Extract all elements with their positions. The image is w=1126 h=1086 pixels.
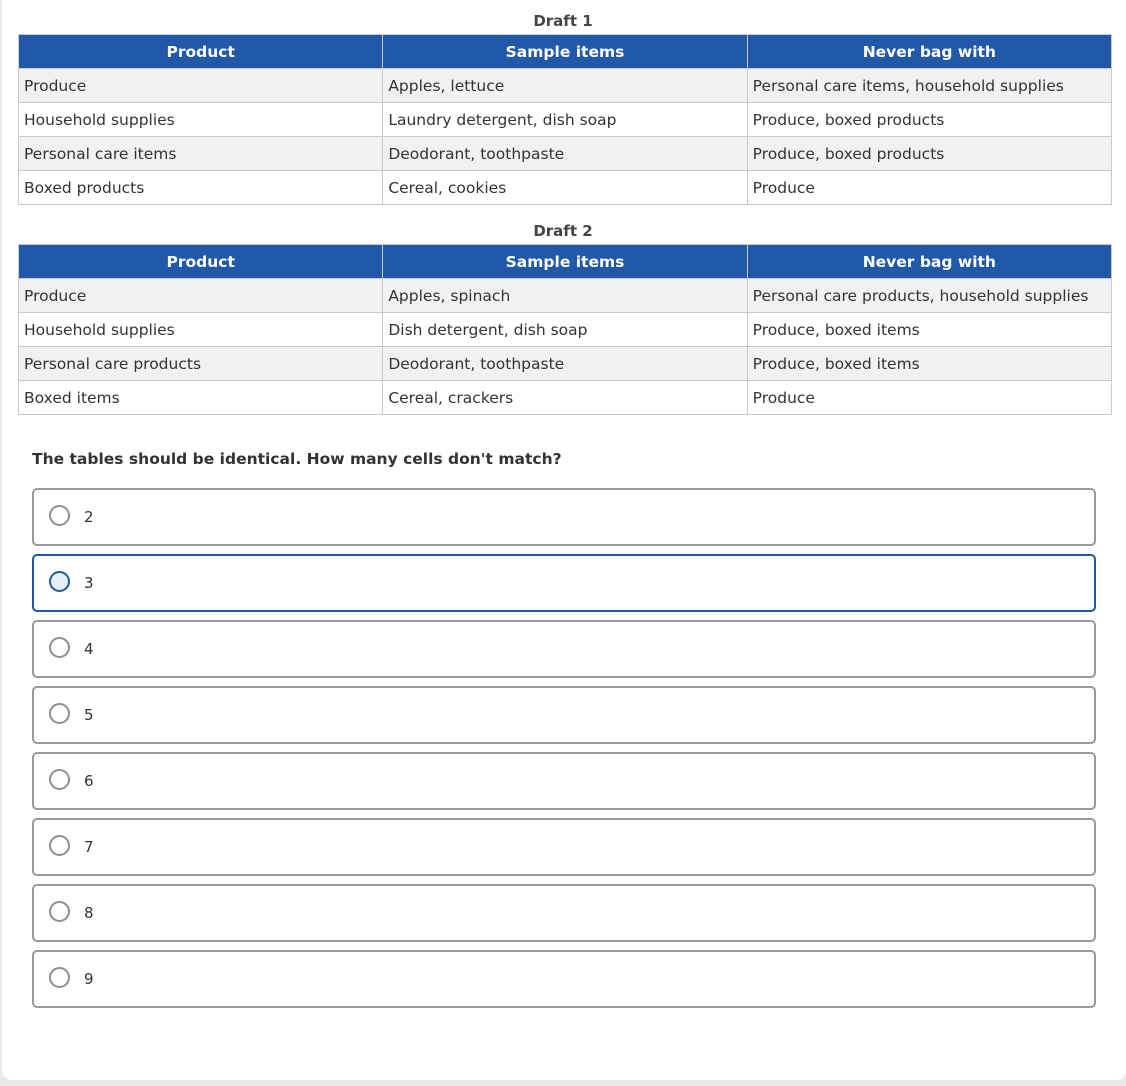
answer-label: 6 (84, 772, 94, 790)
answer-label: 3 (84, 574, 94, 592)
answer-option-6[interactable] (32, 752, 1096, 810)
table-header-row (19, 35, 1112, 69)
answer-label: 9 (84, 970, 94, 988)
table-cell: Produce (19, 279, 383, 313)
answer-label: 8 (84, 904, 94, 922)
table-cell: Apples, lettuce (383, 69, 747, 103)
table-cell: Boxed products (19, 171, 383, 205)
table-header-row (19, 245, 1112, 279)
table-row (19, 137, 1112, 171)
answer-option-2[interactable] (32, 488, 1096, 546)
draft2-title: Draft 2 (533, 222, 593, 240)
column-header: Product (19, 35, 383, 69)
table-cell: Produce (747, 171, 1111, 205)
table-cell: Cereal, crackers (383, 381, 747, 415)
table-cell: Deodorant, toothpaste (383, 347, 747, 381)
column-header: Never bag with (747, 35, 1111, 69)
radio-button[interactable] (49, 505, 70, 526)
radio-button[interactable] (49, 571, 70, 592)
table-cell: Personal care items (19, 137, 383, 171)
radio-button[interactable] (49, 637, 70, 658)
table-cell: Household supplies (19, 103, 383, 137)
column-header: Sample items (383, 35, 747, 69)
answer-label: 7 (84, 838, 94, 856)
answer-option-5[interactable] (32, 686, 1096, 744)
table-row (19, 381, 1112, 415)
table-cell: Dish detergent, dish soap (383, 313, 747, 347)
table-cell: Boxed items (19, 381, 383, 415)
table-cell: Produce, boxed items (747, 313, 1111, 347)
draft1-title: Draft 1 (533, 12, 593, 30)
radio-button[interactable] (49, 835, 70, 856)
table-cell: Personal care items, household supplies (747, 69, 1111, 103)
table-row (19, 313, 1112, 347)
answer-option-7[interactable] (32, 818, 1096, 876)
draft1-table (18, 34, 1112, 205)
table-row (19, 347, 1112, 381)
answer-label: 2 (84, 508, 94, 526)
table-cell: Produce (19, 69, 383, 103)
answer-label: 5 (84, 706, 94, 724)
answer-option-4[interactable] (32, 620, 1096, 678)
table-cell: Personal care products, household supplies (747, 279, 1111, 313)
table-row (19, 171, 1112, 205)
table-cell: Produce (747, 381, 1111, 415)
table-row (19, 69, 1112, 103)
answer-option-9[interactable] (32, 950, 1096, 1008)
radio-button[interactable] (49, 967, 70, 988)
answer-label: 4 (84, 640, 94, 658)
table-cell: Deodorant, toothpaste (383, 137, 747, 171)
answer-option-3[interactable] (32, 554, 1096, 612)
table-cell: Household supplies (19, 313, 383, 347)
table-row (19, 279, 1112, 313)
draft2-table (18, 244, 1112, 415)
table-cell: Cereal, cookies (383, 171, 747, 205)
radio-button[interactable] (49, 703, 70, 724)
question-text: The tables should be identical. How many cells don't match? (32, 450, 562, 468)
answer-option-8[interactable] (32, 884, 1096, 942)
table-cell: Personal care products (19, 347, 383, 381)
table-cell: Apples, spinach (383, 279, 747, 313)
table-cell: Laundry detergent, dish soap (383, 103, 747, 137)
column-header: Sample items (383, 245, 747, 279)
table-cell: Produce, boxed items (747, 347, 1111, 381)
column-header: Never bag with (747, 245, 1111, 279)
table-row (19, 103, 1112, 137)
table-cell: Produce, boxed products (747, 137, 1111, 171)
radio-button[interactable] (49, 901, 70, 922)
table-cell: Produce, boxed products (747, 103, 1111, 137)
column-header: Product (19, 245, 383, 279)
radio-button[interactable] (49, 769, 70, 790)
